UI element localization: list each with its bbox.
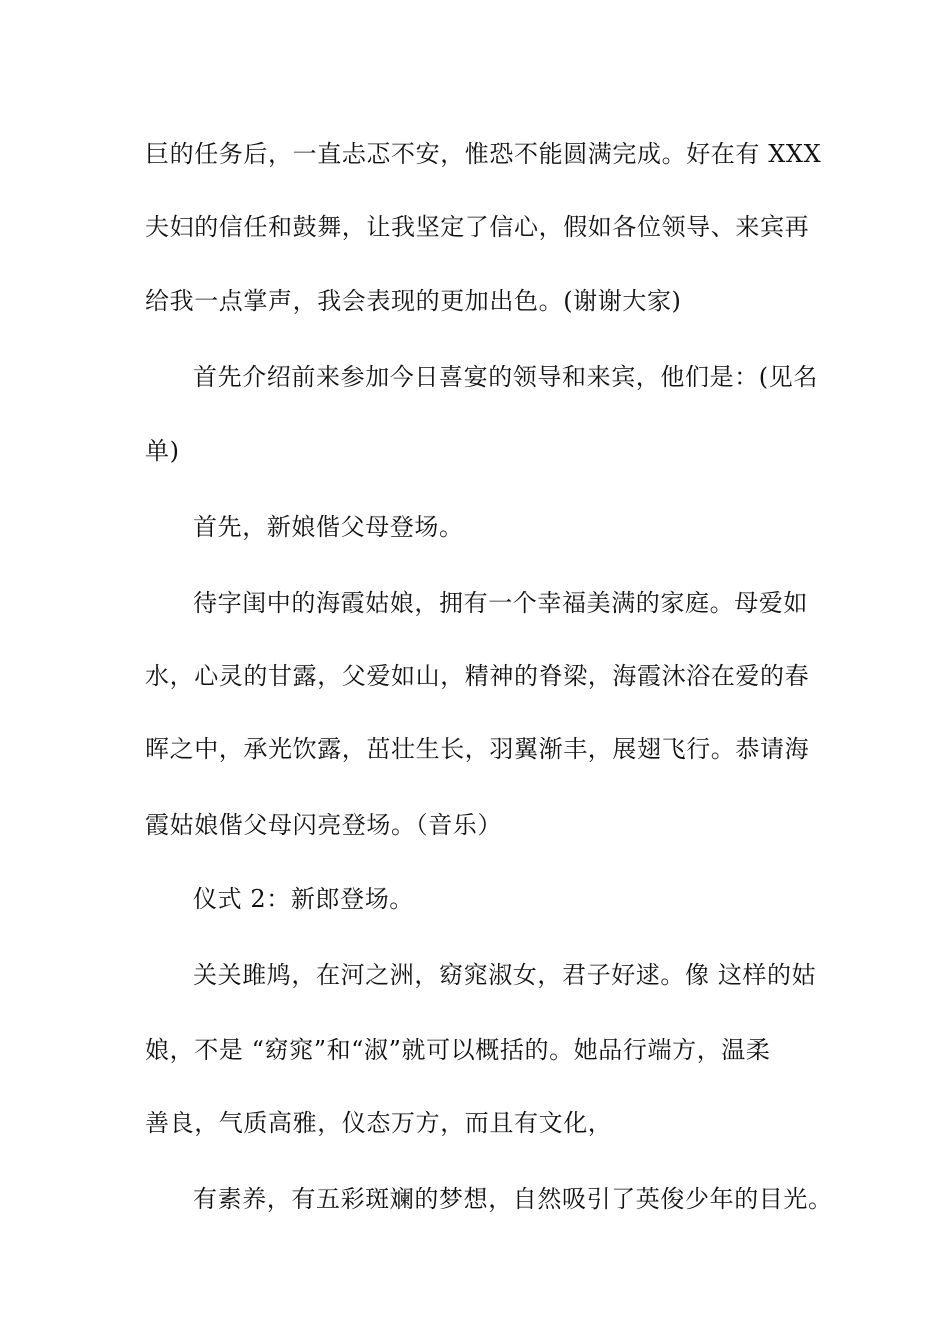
paragraph-first-line: 有素养，有五彩斑斓的梦想，自然吸引了英俊少年的目光。	[193, 1185, 833, 1213]
text-line: 巨的任务后，一直忐忑不安，惟恐不能圆满完成。好在有 XXX	[145, 140, 822, 168]
paragraph-first-line: 待字闺中的海霞姑娘，拥有一个幸福美满的家庭。母爱如	[193, 589, 808, 617]
text-line: 水，心灵的甘露，父爱如山，精神的脊梁，海霞沐浴在爱的春	[145, 662, 810, 690]
text-line: 给我一点掌声，我会表现的更加出色。(谢谢大家)	[145, 287, 682, 315]
paragraph-first-line: 首先介绍前来参加今日喜宴的领导和来宾，他们是：(见名	[193, 363, 818, 391]
paragraph-first-line: 关关雎鸠，在河之洲，窈窕淑女，君子好逑。像 这样的姑	[193, 961, 817, 989]
text-line: 单)	[145, 437, 180, 465]
text-line: 娘，不是 “窈窕”和“淑”就可以概括的。她品行端方，温柔	[145, 1036, 771, 1064]
text-line: 夫妇的信任和鼓舞，让我坚定了信心，假如各位领导、来宾再	[145, 213, 810, 241]
text-line: 晖之中，承光饮露，茁壮生长，羽翼渐丰，展翅飞行。恭请海	[145, 735, 810, 763]
paragraph-first-line: 仪式 2：新郎登场。	[193, 885, 414, 913]
paragraph-first-line: 首先，新娘偕父母登场。	[193, 513, 464, 541]
text-line: 善良，气质高雅，仪态万方，而且有文化，	[145, 1109, 613, 1137]
text-line: 霞姑娘偕父母闪亮登场。（音乐）	[145, 811, 502, 839]
